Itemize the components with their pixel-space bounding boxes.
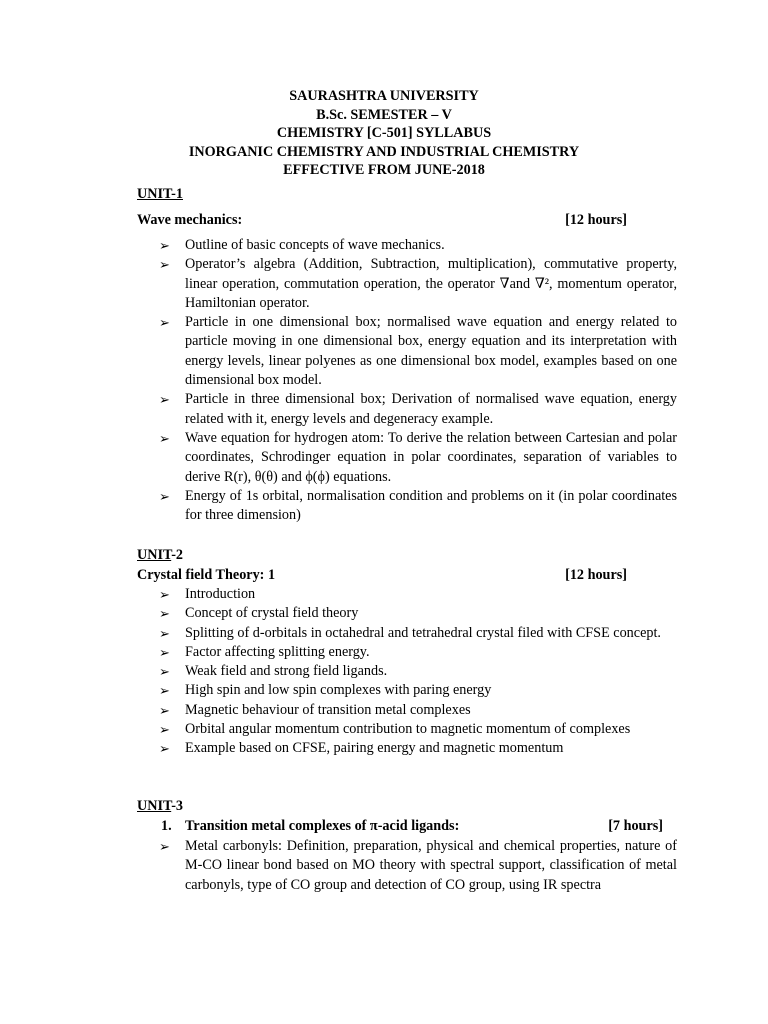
arrow-bullet-icon: ➢ bbox=[159, 257, 170, 273]
arrow-bullet-icon: ➢ bbox=[159, 664, 170, 680]
list-item: ➢ Outline of basic concepts of wave mechanics. bbox=[137, 236, 677, 255]
list-item: ➢ Magnetic behaviour of transition metal complexes bbox=[137, 701, 677, 720]
list-item: ➢ Factor affecting splitting energy. bbox=[137, 643, 677, 662]
list-item: ➢ Metal carbonyls: Definition, preparation, physical and chemical properties, nature of M-CO linear bond based on MO theory with spectral support, classification of metal carbonyls, type of CO group and detection of CO group, using IR spectra bbox=[159, 838, 677, 893]
list-item: ➢ Weak field and strong field ligands. bbox=[137, 662, 677, 681]
list-item: ➢ Introduction bbox=[137, 585, 677, 604]
arrow-bullet-icon: ➢ bbox=[159, 315, 170, 331]
arrow-bullet-icon: ➢ bbox=[159, 625, 170, 641]
unit-2-section-title: Crystal field Theory: 1 bbox=[137, 567, 276, 583]
list-item: ➢ Particle in one dimensional box; normalised wave equation and energy related to particle moving in one dimensional box, energy equation and its interpretation with energy levels, linear polyenes as one dimensional box model, examples based on one dimensional box model. bbox=[159, 314, 677, 389]
unit-1-title: UNIT-1 bbox=[137, 186, 183, 202]
unit-3-hours: [7 hours] bbox=[608, 818, 663, 834]
syllabus-title: CHEMISTRY [C-501] SYLLABUS bbox=[276, 125, 492, 141]
semester: B.Sc. SEMESTER – V bbox=[316, 106, 452, 123]
list-item: ➢ Wave equation for hydrogen atom: To derive the relation between Cartesian and polar coordinates, Schrodinger equation in polar coordinates, separation of variables to derive R(r), θ(θ) and ϕ(ϕ) equations. bbox=[159, 429, 677, 485]
section-number: 1. bbox=[161, 818, 172, 834]
unit-3-title: UNIT-3 bbox=[137, 798, 184, 814]
arrow-bullet-icon: ➢ bbox=[159, 606, 170, 622]
unit-2-topic-list bbox=[137, 585, 677, 759]
list-item: ➢ Particle in three dimensional box; Derivation of normalised wave equation, energy related with it, energy levels and degeneracy example. bbox=[159, 391, 677, 427]
unit-1-hours: [12 hours] bbox=[565, 212, 627, 228]
arrow-bullet-icon: ➢ bbox=[159, 702, 170, 718]
unit-2-title: UNIT-2 bbox=[137, 547, 184, 563]
arrow-bullet-icon: ➢ bbox=[159, 488, 170, 504]
list-item: ➢ Operator’s algebra (Addition, Subtraction, multiplication), commutative property, linear operation, commutation operation, the operator ∇and ∇², momentum operator, Hamiltonian operator. bbox=[159, 256, 677, 311]
unit-1-section-title: Wave mechanics: bbox=[137, 212, 243, 228]
subject-title: INORGANIC CHEMISTRY AND INDUSTRIAL CHEMISTRY bbox=[188, 143, 580, 160]
list-item: ➢ Splitting of d-orbitals in octahedral and tetrahedral crystal filed with CFSE concept. bbox=[137, 624, 677, 643]
unit-2-hours: [12 hours] bbox=[565, 567, 627, 583]
unit-3-section-heading bbox=[161, 818, 663, 835]
effective-date: EFFECTIVE FROM JUNE-2018 bbox=[283, 162, 485, 178]
list-item: ➢ Concept of crystal field theory bbox=[137, 604, 677, 623]
arrow-bullet-icon: ➢ bbox=[159, 430, 170, 446]
arrow-bullet-icon: ➢ bbox=[159, 392, 170, 408]
unit-3-topic-list bbox=[137, 837, 677, 895]
arrow-bullet-icon: ➢ bbox=[159, 839, 170, 854]
unit-2-section-heading bbox=[137, 567, 627, 584]
arrow-bullet-icon: ➢ bbox=[159, 587, 170, 602]
list-item: ➢ Energy of 1s orbital, normalisation condition and problems on it (in polar coordinates for three dimension) bbox=[159, 487, 677, 524]
arrow-bullet-icon: ➢ bbox=[159, 238, 170, 253]
unit-1-topic-list bbox=[137, 236, 677, 525]
document-header bbox=[0, 87, 768, 180]
arrow-bullet-icon: ➢ bbox=[159, 683, 170, 699]
list-item: ➢ High spin and low spin complexes with paring energy bbox=[137, 681, 677, 700]
arrow-bullet-icon: ➢ bbox=[159, 741, 170, 757]
unit-3-section-title: Transition metal complexes of π-acid ligands: bbox=[185, 818, 460, 834]
arrow-bullet-icon: ➢ bbox=[159, 644, 170, 660]
university-name: SAURASHTRA UNIVERSITY bbox=[289, 88, 479, 104]
unit-1-section-heading bbox=[137, 212, 627, 229]
list-item: ➢ Orbital angular momentum contribution to magnetic momentum of complexes bbox=[137, 720, 677, 739]
list-item: ➢ Example based on CFSE, pairing energy and magnetic momentum bbox=[137, 739, 677, 758]
arrow-bullet-icon: ➢ bbox=[159, 722, 170, 738]
